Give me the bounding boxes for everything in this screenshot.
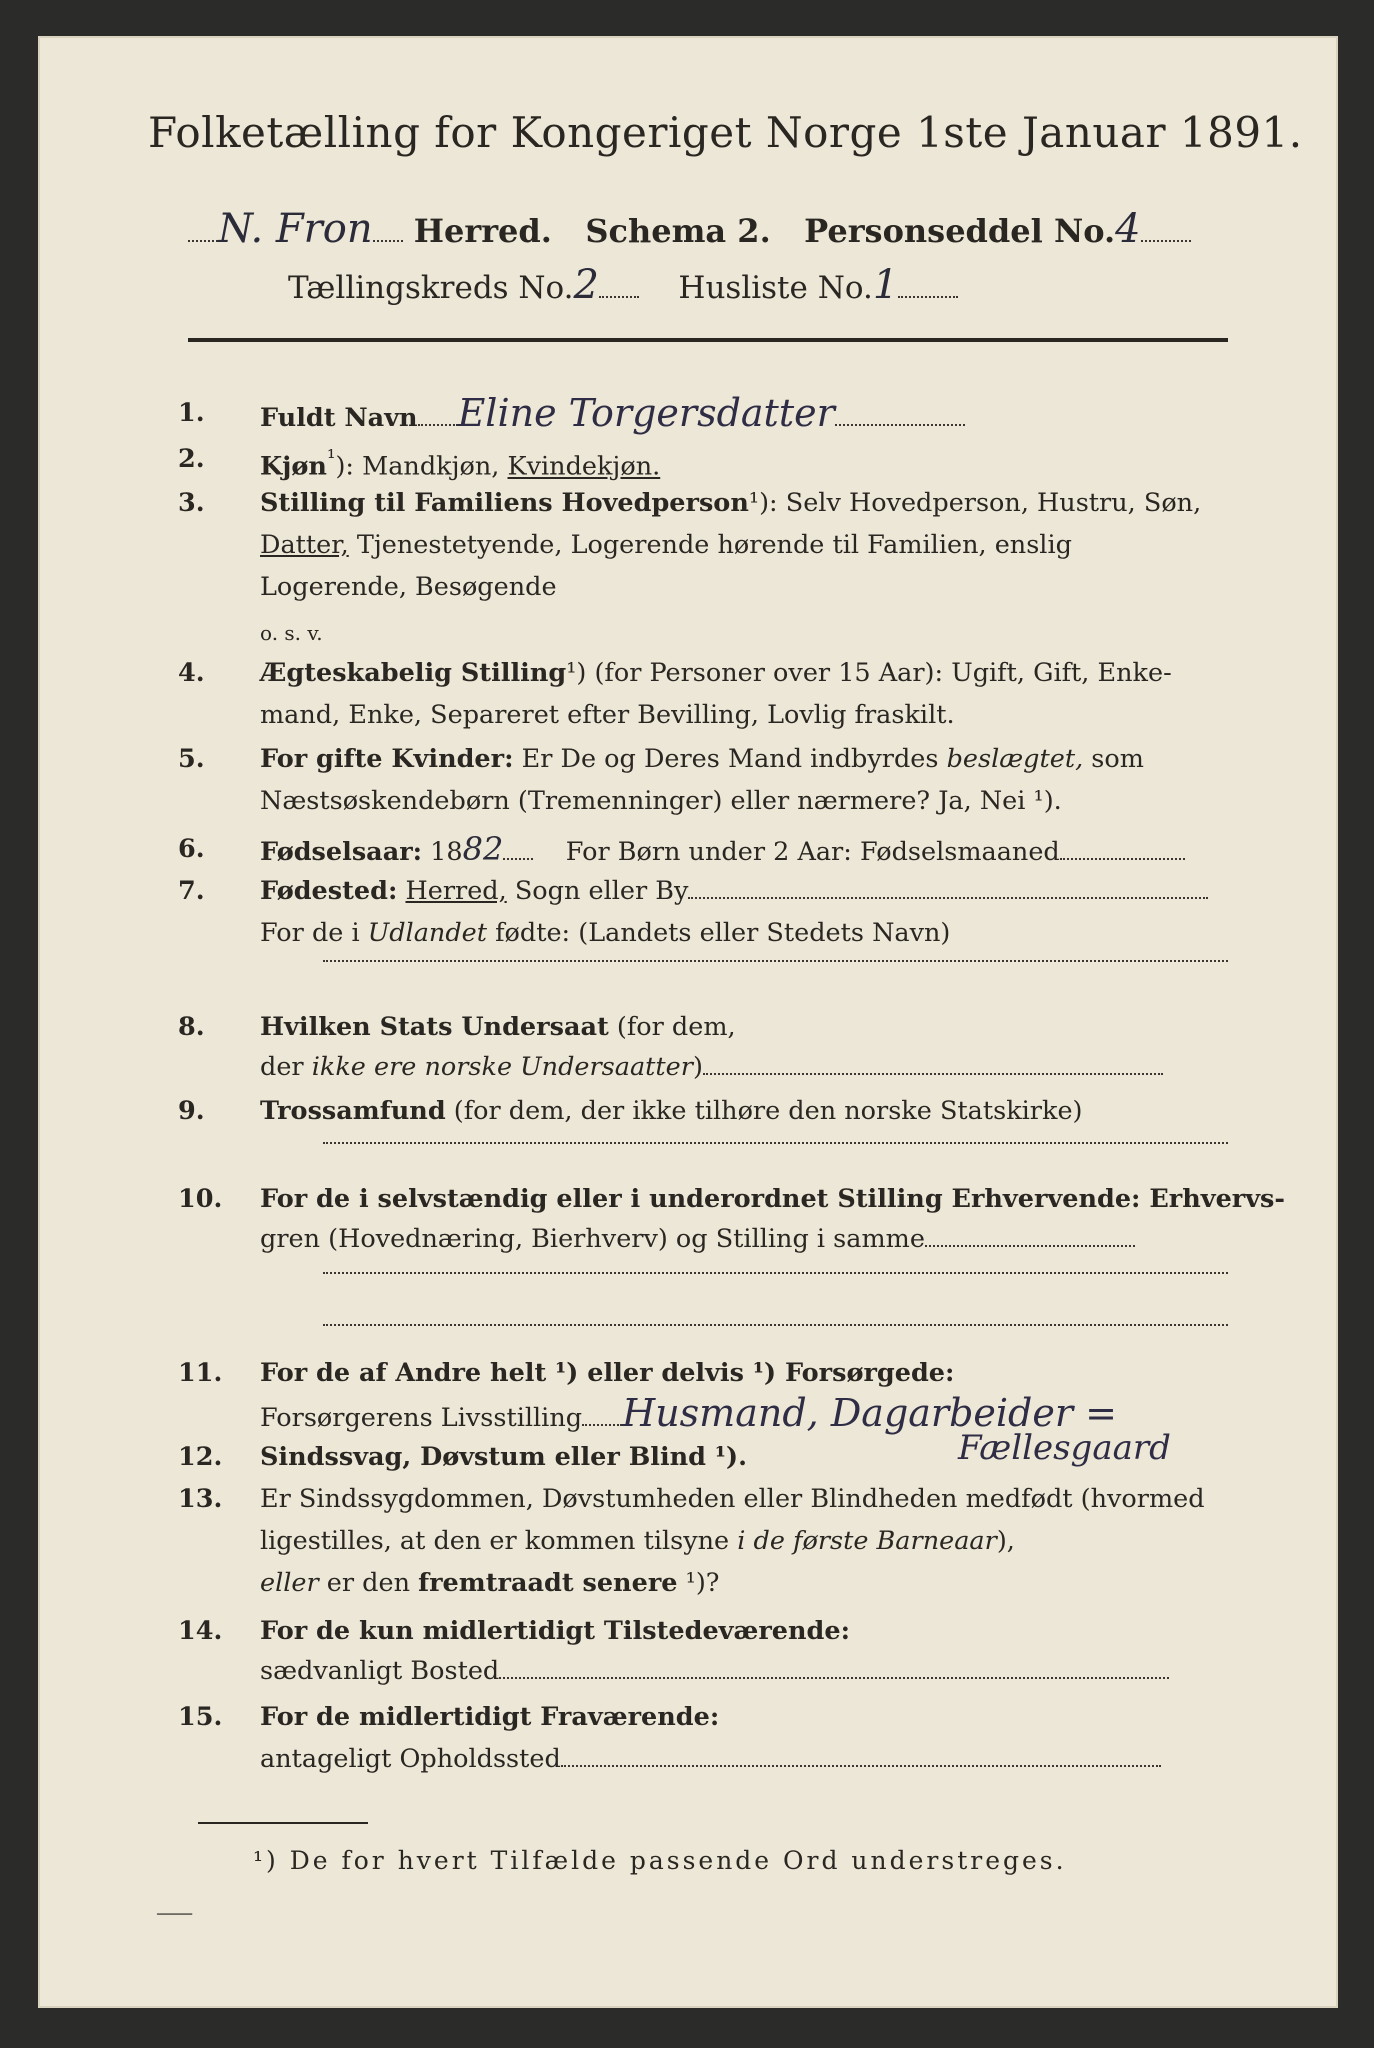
item-text: Næstsøskendebørn (Tremenninger) eller nærmere? Ja, Nei ¹). <box>260 786 1062 816</box>
item-number: 7. <box>178 876 205 906</box>
personseddel-value: 4 <box>1115 206 1141 252</box>
item-text: o. s. v. <box>260 621 323 645</box>
item-text: fødte: (Landets eller Stedets Navn) <box>487 918 951 948</box>
provider-occupation-value: Husmand, Dagarbeider = <box>622 1391 1117 1435</box>
item-7-fill-line <box>323 960 1228 962</box>
item-label: Fødested: <box>260 876 398 906</box>
item-text: Sogn eller By <box>506 876 689 906</box>
item-text: 18 <box>422 837 463 867</box>
selected-option: Kvindekjøn. <box>507 451 661 482</box>
item-number: 2. <box>178 444 205 474</box>
item-number: 1. <box>178 398 205 428</box>
item-label: Fuldt Navn <box>260 403 418 433</box>
footnote-mark: ¹ <box>326 446 336 471</box>
item-label: Hvilken Stats Undersaat <box>260 1012 609 1042</box>
item-label: For gifte Kvinder: <box>260 744 514 774</box>
item-number: 12. <box>178 1442 223 1472</box>
item-text: gren (Hovednæring, Bierhverv) og Stilling i samme <box>260 1224 925 1254</box>
item-label: Kjøn <box>260 451 327 482</box>
item-text: Udlandet <box>367 918 487 948</box>
item-text: fremtraadt senere <box>418 1568 678 1598</box>
item-number: 14. <box>178 1616 223 1646</box>
item-label: For de kun midlertidigt Tilstedeværende: <box>260 1616 851 1646</box>
item-10-fill-line-2 <box>323 1324 1228 1326</box>
item-number: 10. <box>178 1184 223 1214</box>
item-text: Logerende, Besøgende <box>260 572 557 602</box>
item-number: 8. <box>178 1012 205 1042</box>
husliste-value: 1 <box>872 262 899 308</box>
item-text: ), <box>996 1526 1015 1556</box>
item-number: 13. <box>178 1484 223 1514</box>
item-text: Tjenestetyende, Logerende hørende til Familien, enslig <box>348 530 1072 560</box>
provider-occupation-value-2: Fællesgaard <box>958 1428 1171 1468</box>
item-text: i de første Barneaar <box>737 1526 997 1556</box>
item-text: Forsørgerens Livsstilling <box>260 1403 583 1433</box>
item-9-fill-line <box>323 1142 1228 1144</box>
item-text: er den <box>318 1568 419 1598</box>
item-text: ¹): Selv Hovedperson, Hustru, Søn, <box>748 488 1202 518</box>
herred-label: Herred. <box>413 212 552 250</box>
item-label: Stilling til Familiens Hovedperson <box>260 488 749 518</box>
item-text: (for dem, der ikke tilhøre den norske Statskirke) <box>445 1096 1083 1126</box>
item-text: ¹) (for Personer over 15 Aar): Ugift, Gift, Enke- <box>566 658 1172 688</box>
item-text: som <box>1083 744 1144 774</box>
item-text: (for dem, <box>608 1012 736 1042</box>
form-title: Folketælling for Kongeriget Norge 1ste Januar 1891. <box>148 108 1303 157</box>
item-number: 6. <box>178 834 205 864</box>
herred-value: N. Fron <box>218 206 373 252</box>
item-text: ): Mandkjøn, <box>335 451 508 482</box>
item-text: sædvanligt Bosted <box>260 1656 500 1686</box>
item-label: Trossamfund <box>260 1096 446 1126</box>
item-text: beslægtet, <box>946 744 1084 774</box>
item-number: 3. <box>178 488 205 518</box>
item-text: For de i <box>260 918 368 948</box>
item-text: For Børn under 2 Aar: Fødselsmaaned <box>565 837 1060 867</box>
item-number: 5. <box>178 744 205 774</box>
footnote-rule <box>198 1822 368 1824</box>
item-label: For de i selvstændig eller i underordnet Stilling Erhvervende: Erhvervs- <box>260 1184 1285 1214</box>
kreds-line <box>288 262 958 308</box>
item-text: ikke ere norske Undersaatter <box>311 1052 693 1082</box>
item-text: mand, Enke, Separeret efter Bevilling, Lovlig fraskilt. <box>260 700 955 730</box>
item-number: 15. <box>178 1702 223 1732</box>
item-label: For de midlertidigt Fraværende: <box>260 1702 720 1732</box>
item-10-fill-line-1 <box>323 1272 1228 1274</box>
footnote: ¹) De for hvert Tilfælde passende Ord understreges. <box>253 1846 1067 1875</box>
item-text: der <box>260 1052 312 1082</box>
item-number: 4. <box>178 658 205 688</box>
item-text: eller <box>260 1568 319 1598</box>
birth-year-value: 82 <box>462 830 504 868</box>
binding-mark: ⸺ <box>156 1901 194 1926</box>
item-label: Sindssvag, Døvstum eller Blind ¹). <box>260 1442 748 1472</box>
item-text: Er Sindssygdommen, Døvstumheden eller Blindheden medfødt (hvormed <box>260 1484 1205 1514</box>
selected-option: Datter, <box>260 530 349 560</box>
item-text: ¹)? <box>677 1568 720 1598</box>
item-text: ) <box>692 1052 703 1082</box>
header-rule <box>188 338 1228 342</box>
selected-option: Herred, <box>405 876 507 906</box>
item-text: antageligt Opholdssted <box>260 1744 561 1774</box>
item-text: Er De og Deres Mand indbyrdes <box>513 744 947 774</box>
item-label: Ægteskabelig Stilling <box>260 658 567 688</box>
item-label: Fødselsaar: <box>260 837 423 867</box>
kreds-value: 2 <box>573 262 599 308</box>
schema-label: Schema 2. <box>585 212 771 250</box>
item-number: 9. <box>178 1096 205 1126</box>
item-label: For de af Andre helt ¹) eller delvis ¹) Forsørgede: <box>260 1358 955 1388</box>
kreds-label: Tællingskreds No. <box>288 270 574 306</box>
item-text: ligestilles, at den er kommen tilsyne <box>260 1526 738 1556</box>
full-name-value: Eline Torgersdatter <box>457 391 835 435</box>
census-form-sheet <box>38 36 1338 2008</box>
husliste-label: Husliste No. <box>678 270 873 306</box>
personseddel-label: Personseddel No. <box>804 212 1116 250</box>
herred-line <box>188 206 1191 252</box>
item-number: 11. <box>178 1358 223 1388</box>
